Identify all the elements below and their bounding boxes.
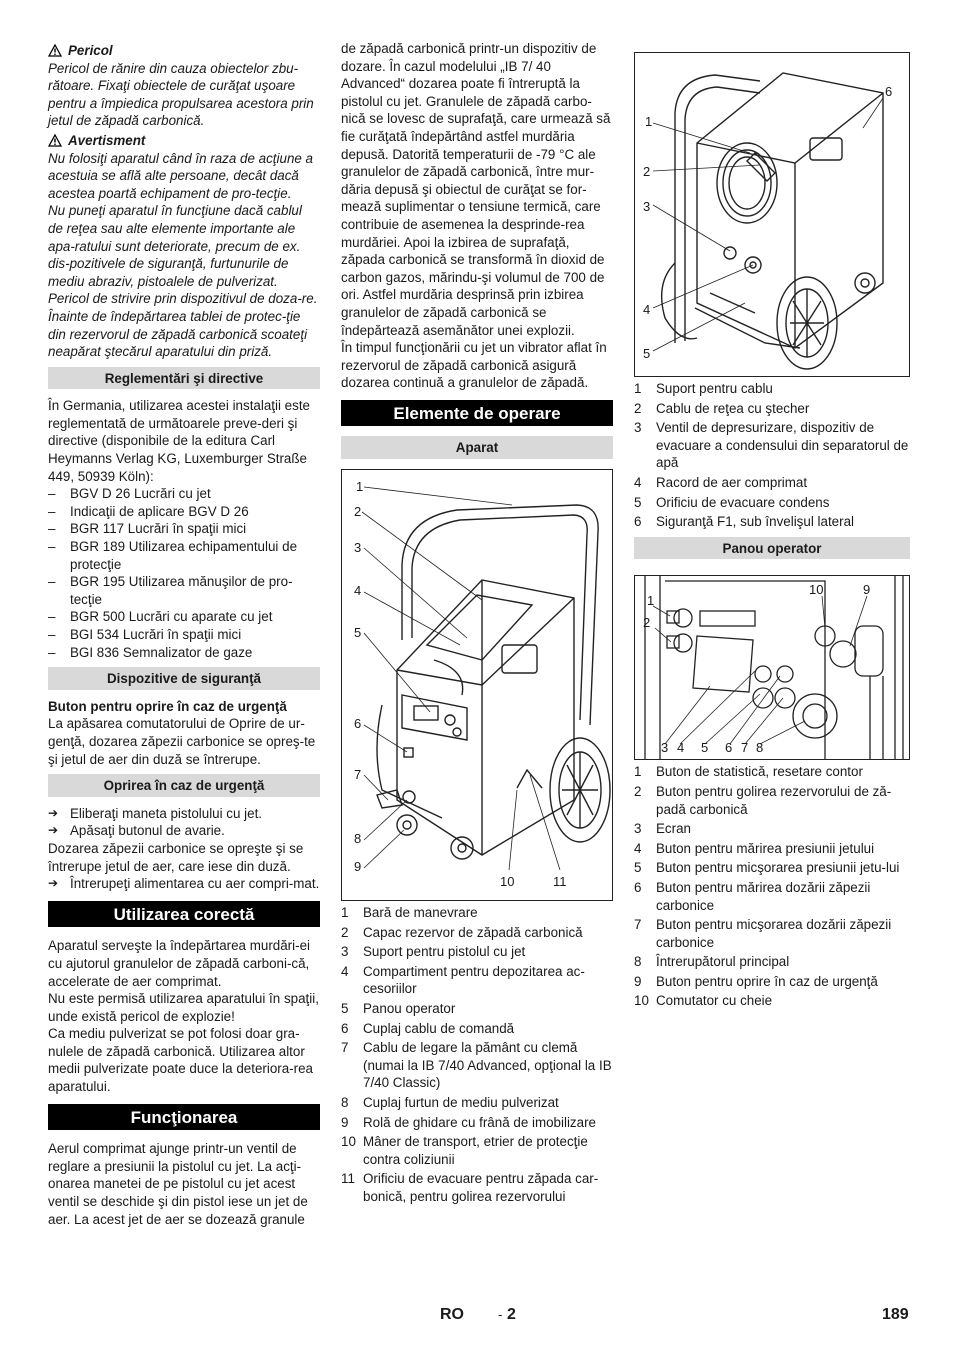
legend-item: 4 Buton pentru mărirea presiunii jetului: [634, 840, 875, 856]
aparat-figure: [341, 469, 613, 901]
figure-label: 6: [725, 740, 733, 756]
machine-rear-illustration: [635, 53, 909, 376]
legend-item: 7 Buton pentru micşorarea dozării zăpezii carbonice: [634, 917, 892, 950]
section-number: 2: [507, 1306, 516, 1323]
figure-label: 3: [354, 540, 362, 556]
step-item: ➔ Apăsaţi butonul de avarie.: [48, 822, 320, 840]
legend-item: 6 Cuplaj cablu de comandă: [341, 1020, 515, 1036]
warning-triangle-icon: [48, 134, 62, 147]
legend-item: 7 Cablu de legare la pământ cu clemă (numai la IB 7/40 Advanced, opţional la IB 7/40 Classic): [341, 1040, 612, 1091]
figure-label: 10: [809, 582, 824, 598]
legend-item: 6 Siguranţă F1, sub învelişul lateral: [634, 514, 854, 530]
figure-label: 9: [863, 582, 871, 598]
aparat-heading: Aparat: [341, 436, 613, 459]
utilizarea-text-1: Aparatul serveşte la îndepărtarea murdări-ei cu ajutorul granulelor de zăpadă carboni-că, accelerate de aer comprimat.: [48, 938, 310, 989]
figure-label: 2: [643, 615, 651, 631]
functionarea-cont-2: În timpul funcţionării cu jet un vibrator aflat în rezervorul de zăpadă carbonică asigură dozarea continuă a granulelor de zăpadă.: [341, 340, 607, 391]
figure-label: 2: [643, 164, 651, 179]
figure-label: 4: [643, 302, 651, 317]
buton-oprire-title: Buton pentru oprire în caz de urgenţă: [48, 698, 287, 714]
list-item: – BGR 195 Utilizarea mănuşilor de pro-tecţie: [48, 573, 320, 608]
dispozitive-heading: Dispozitive de siguranţă: [48, 667, 320, 690]
warning-triangle-icon: [48, 44, 62, 57]
page-footer: [0, 1306, 954, 1330]
rear-legend: [634, 380, 910, 531]
utilizarea-text-3: Ca mediu pulverizat se pot folosi doar gra-nulele de zăpadă carbonică. Utilizarea altor medii pulverizate poate duce la deteriora-rea aparatului.: [48, 1026, 313, 1095]
avertisment-text-3: Pericol de strivire prin dispozitivul de doza-re. Înainte de îndepărtarea tablei de protec-ţie din rezervorul de zăpadă carbonică scoateţi neapărat ştecărul aparatului din priză.: [48, 291, 318, 360]
figure-label: 6: [885, 84, 893, 99]
list-item: – BGR 189 Utilizarea echipamentului de protecţie: [48, 538, 320, 573]
legend-item: 3 Suport pentru pistolul cu jet: [341, 944, 526, 960]
figure-label: 1: [356, 479, 364, 495]
figure-label: 2: [354, 504, 362, 520]
legend-item: 2 Capac rezervor de zăpadă carbonică: [341, 924, 583, 940]
control-panel-illustration: [635, 576, 909, 759]
legend-item: 10 Comutator cu cheie: [634, 993, 773, 1009]
step-item: ➔ Întrerupeţi alimentarea cu aer compri-mat.: [48, 875, 320, 893]
legend-item: 4 Compartiment pentru depozitarea ac-cesoriilor: [341, 963, 585, 997]
legend-item: 3 Ventil de depresurizare, dispozitiv de evacuare a condensului din separatorul de apă: [634, 420, 909, 471]
legend-item: 6 Buton pentru mărirea dozării zăpezii carbonice: [634, 879, 871, 913]
figure-label: 8: [354, 831, 362, 847]
pericol-text: Pericol de rănire din cauza obiectelor zbu-rătoare. Fixaţi obiectele de curăţat uşoare pentru a împiedica propulsarea acestora prin jetul de zăpadă carbonică.: [48, 60, 314, 129]
list-item: – BGI 534 Lucrări în spaţii mici: [48, 626, 320, 644]
pericol-title: Pericol: [68, 43, 113, 58]
panel-legend: [634, 763, 910, 1010]
avertisment-text-2: Nu puneţi aparatul în funcţiune dacă cablul de reţea sau alte elemente importante ale apa-ratului sunt deteriorate, precum de ex. dis-pozitivele de siguranţă, furtunurile de mediu abraziv, pistoalele de pulverizat.: [48, 203, 302, 289]
legend-item: 2 Buton pentru golirea rezervorului de ză-padă carbonică: [634, 783, 892, 817]
legend-item: 3 Ecran: [634, 821, 691, 837]
legend-item: 1 Buton de statistică, resetare contor: [634, 764, 863, 780]
avertisment-title: Avertisment: [68, 132, 146, 148]
list-item: – BGI 836 Semnalizator de gaze: [48, 644, 320, 662]
oprirea-text: Dozarea zăpezii carbonice se opreşte şi se întrerupe jetul de aer, care iese din duză.: [48, 840, 304, 874]
figure-label: 7: [354, 767, 362, 783]
section-dash: -: [498, 1307, 503, 1322]
figure-label: 3: [643, 199, 651, 214]
machine-illustration: [342, 470, 614, 900]
panou-heading: Panou operator: [634, 537, 910, 560]
rear-figure: [634, 52, 910, 377]
pericol-heading: [48, 42, 320, 60]
figure-label: 7: [741, 740, 749, 756]
figure-label: 4: [354, 583, 362, 599]
legend-item: 4 Racord de aer comprimat: [634, 474, 808, 490]
figure-label: 10: [500, 874, 515, 890]
legend-item: 5 Buton pentru micşorarea presiunii jetu-lui: [634, 860, 900, 876]
legend-item: 1 Suport pentru cablu: [634, 381, 773, 396]
page-number: 189: [882, 1306, 909, 1323]
elemente-heading: Elemente de operare: [341, 400, 613, 427]
utilizarea-heading: Utilizarea corectă: [48, 901, 320, 928]
figure-label: 5: [354, 625, 362, 641]
figure-label: 8: [756, 740, 764, 756]
figure-label: 3: [661, 740, 669, 756]
column-1: [48, 40, 320, 1228]
oprirea-steps-2: [48, 875, 320, 893]
legend-item: 8 Cuplaj furtun de mediu pulverizat: [341, 1095, 559, 1110]
reglementari-heading: Reglementări şi directive: [48, 367, 320, 390]
legend-item: 9 Rolă de ghidare cu frână de imobilizare: [341, 1114, 596, 1130]
legend-item: 9 Buton pentru oprire în caz de urgenţă: [634, 973, 878, 989]
utilizarea-text-2: Nu este permisă utilizarea aparatului în spaţii, unde există pericol de explozie!: [48, 991, 319, 1024]
avertisment-text-1: Nu folosiţi aparatul când în raza de acţiune a acestuia se află alte persoane, decât dacă acestea poartă echipament de pro-tecţie.: [48, 150, 314, 201]
column-3: [634, 40, 910, 1012]
legend-item: 10 Mâner de transport, etrier de protecţie contra coliziunii: [341, 1134, 588, 1167]
functionarea-heading: Funcţionarea: [48, 1104, 320, 1131]
legend-item: 2 Cablu de reţea cu ştecher: [634, 400, 810, 416]
list-item: – BGR 117 Lucrări în spaţii mici: [48, 520, 320, 538]
step-item: ➔ Eliberaţi maneta pistolului cu jet.: [48, 805, 320, 823]
functionarea-cont-1: de zăpadă carbonică printr-un dispozitiv de dozare. În cazul modelului „IB 7/ 40 Advanced“ dozarea poate fi întreruptă la pistolul cu jet. Granulele de zăpadă carbo-nică se lovesc de suprafaţă, care urmează să fie curăţată îndepărtând astfel murdăria depusă. Datorită temperaturii de -79 °C ale granulelor de zăpadă carbonică, între mur-dăria depusă şi obiectul de curăţat se for-mează suplimentar o tensiune termică, care contribuie de asemenea la desprinde-rea murdăriei. Apoi la izbirea de suprafaţă, zăpada carbonică se transformă în dioxid de carbon gazos, mărindu-şi volumul de 700 de ori. Astfel murdăria desprinsă prin izbirea granulelor de zăpadă carbonică se îndepărtează asemănător unei explozii.: [341, 41, 611, 338]
list-item: – Indicaţii de aplicare BGV D 26: [48, 503, 320, 521]
figure-label: 4: [677, 740, 685, 756]
figure-label: 1: [645, 114, 653, 129]
buton-oprire-text: La apăsarea comutatorului de Oprire de ur-genţă, dozarea zăpezii carbonice se opreş-te şi jetul de aer din duză se întrerupe.: [48, 716, 316, 767]
functionarea-text: Aerul comprimat ajunge printr-un ventil de reglare a presiunii la pistolul cu jet. La acţi-onarea manetei de pe pistolul cu jet acest ventil se deschide şi din pistol iese un jet de aer. La acest jet de aer se dozează granule: [48, 1141, 308, 1227]
figure-label: 11: [553, 874, 567, 890]
figure-label: 5: [643, 346, 651, 361]
figure-label: 1: [647, 593, 655, 609]
reglementari-list: [48, 485, 320, 661]
figure-label: 5: [701, 740, 709, 756]
language-code: RO: [440, 1306, 464, 1323]
reglementari-text: În Germania, utilizarea acestei instalaţii este reglementată de următoarele preve-deri şi directive (disponibile de la editura Carl Heymanns Verlag KG, Luxemburger Straße 449, 50939 Köln):: [48, 398, 310, 484]
panel-figure: [634, 575, 910, 760]
legend-item: 5 Panou operator: [341, 1001, 456, 1017]
figure-label: 6: [354, 716, 362, 732]
list-item: – BGV D 26 Lucrări cu jet: [48, 485, 320, 503]
oprirea-heading: Oprirea în caz de urgenţă: [48, 774, 320, 797]
aparat-legend: [341, 904, 613, 1206]
avertisment-heading: [48, 132, 320, 150]
legend-item: 1 Bară de manevrare: [341, 905, 478, 921]
legend-item: 11 Orificiu de evacuare pentru zăpada car-bonică, pentru golirea rezervorului: [341, 1171, 599, 1204]
legend-item: 5 Orificiu de evacuare condens: [634, 494, 830, 510]
legend-item: 8 Întrerupătorul principal: [634, 954, 790, 970]
oprirea-steps: [48, 805, 320, 840]
figure-label: 9: [354, 859, 362, 875]
list-item: – BGR 500 Lucrări cu aparate cu jet: [48, 608, 320, 626]
column-2: [341, 40, 613, 1208]
